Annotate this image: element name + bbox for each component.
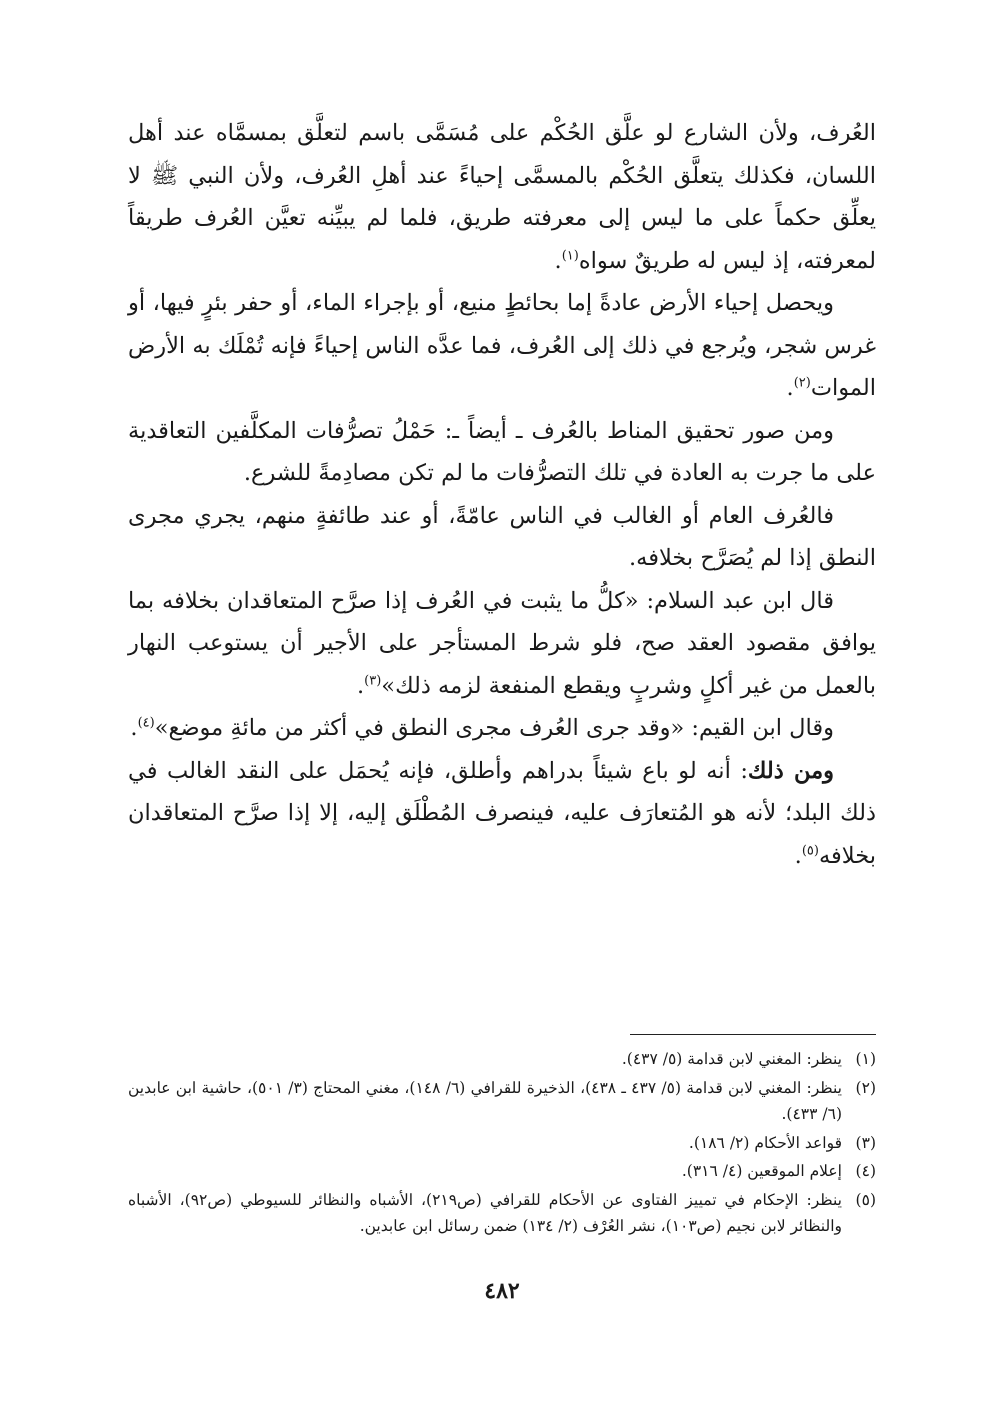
paragraph-5-end: . bbox=[357, 672, 365, 699]
footnote-ref-1[interactable]: (١) bbox=[561, 248, 579, 263]
footnote-ref-2[interactable]: (٢) bbox=[793, 375, 811, 391]
paragraph-7-text: : أنه لو باع شيئاً بدراهم وأطلق، فإنه يُحمَل على النقد الغالب في ذلك البلد؛ لأنه هو المُتعارَف عليه، فينصرف المُطْلَق إليه، إلا إذا صرَّح المتعاقدان بخلافه bbox=[128, 757, 876, 869]
footnote-text: إعلام الموقعين (٤/ ٣١٦). bbox=[681, 1162, 842, 1180]
paragraph-2-text: ويحصل إحياء الأرض عادةً إما بحائطٍ منيع، أو بإجراء الماء، أو حفر بئرٍ فيها، أو غرس شجر، ويُرجع في ذلك إلى العُرف، فما عدَّه الناس إحياءً فإنه تُمْلَك به الأرض الموات bbox=[128, 290, 876, 401]
paragraph-7-lead: ومن ذلك bbox=[747, 757, 834, 784]
main-text bbox=[128, 112, 876, 877]
footnote-1 bbox=[128, 1046, 876, 1073]
footnote-2 bbox=[128, 1075, 876, 1128]
paragraph-7-end: . bbox=[794, 842, 802, 869]
footnote-3 bbox=[128, 1130, 876, 1157]
paragraph-6 bbox=[128, 707, 876, 750]
paragraph-5-text: قال ابن عبد السلام: «كلُّ ما يثبت في العُرف إذا صرَّح المتعاقدان بخلافه بما يوافق مقصود العقد صح، فلو شرط المستأجر على الأجير أن يستوعب النهار بالعمل من غير أكلٍ وشربٍ ويقطع المنفعة لزمه ذلك» bbox=[128, 587, 876, 699]
paragraph-5 bbox=[128, 580, 876, 708]
paragraph-3-text: ومن صور تحقيق المناط بالعُرف ـ أيضاً ـ: حَمْلُ تصرُّفات المكلَّفين التعاقدية على ما جرت به العادة في تلك التصرُّفات ما لم تكن مصادِمةً للشرع. bbox=[128, 417, 876, 486]
footnote-number: (١) bbox=[855, 1050, 876, 1068]
page-number: ٤٨٢ bbox=[484, 1278, 520, 1304]
paragraph-2-end: . bbox=[786, 375, 794, 401]
footnote-ref-5[interactable]: (٥) bbox=[801, 843, 819, 858]
paragraph-4 bbox=[128, 495, 876, 580]
paragraph-1-end: . bbox=[554, 247, 562, 274]
footnote-ref-4[interactable]: (٤) bbox=[137, 715, 155, 731]
footnote-text: ينظر: الإحكام في تمييز الفتاوى عن الأحكام للقرافي (ص٢١٩)، الأشباه والنظائر للسيوطي (ص٩٢)، الأشباه والنظائر لابن نجيم (ص١٠٣)، نشر العُرْف (٢/ ١٣٤) ضمن رسائل ابن عابدين. bbox=[128, 1190, 842, 1235]
paragraph-2 bbox=[128, 282, 876, 410]
paragraph-1 bbox=[128, 112, 876, 282]
footnote-5 bbox=[128, 1187, 876, 1240]
body-paragraphs bbox=[128, 112, 876, 877]
paragraph-6-text: وقال ابن القيم: «وقد جرى العُرف مجرى النطق في أكثر من مائةِ موضع» bbox=[154, 715, 834, 741]
paragraph-7 bbox=[128, 750, 876, 878]
footnote-number: (٤) bbox=[855, 1162, 876, 1180]
footnote-number: (٣) bbox=[855, 1133, 876, 1152]
footnote-divider bbox=[630, 1034, 876, 1035]
footnote-number: (٥) bbox=[855, 1190, 876, 1209]
paragraph-4-text: فالعُرف العام أو الغالب في الناس عامّةً، أو عند طائفةٍ منهم، يجري مجرى النطق إذا لم يُصَرَّح بخلافه. bbox=[128, 502, 876, 571]
footnote-text: ينظر: المغني لابن قدامة (٥/ ٤٣٧). bbox=[621, 1050, 842, 1068]
footnote-4 bbox=[128, 1158, 876, 1185]
paragraph-6-end: . bbox=[130, 715, 138, 741]
footnote-number: (٢) bbox=[855, 1078, 876, 1097]
footnote-ref-3[interactable]: (٣) bbox=[364, 673, 382, 688]
paragraph-3 bbox=[128, 410, 876, 495]
footnotes bbox=[128, 1046, 876, 1242]
footnote-text: قواعد الأحكام (٢/ ١٨٦). bbox=[688, 1133, 842, 1152]
footnote-text: ينظر: المغني لابن قدامة (٥/ ٤٣٧ ـ ٤٣٨)، الذخيرة للقرافي (٦/ ١٤٨)، مغني المحتاج (٣/ ٥٠١)، حاشية ابن عابدين (٦/ ٤٣٣). bbox=[128, 1078, 842, 1123]
paragraph-1-text: العُرف، ولأن الشارع لو علَّق الحُكْم على مُسَمَّى باسم لتعلَّق بمسمَّاه عند أهل اللسان، فكذلك يتعلَّق الحُكْم بالمسمَّى إحياءً عند أهلِ العُرف، ولأن النبي ﷺ لا يعلِّق حكماً على ما ليس إلى معرفته طريق، فلما لم يبيِّنه تعيَّن العُرف طريقاً لمعرفته، إذ ليس له طريقٌ سواه bbox=[128, 120, 876, 274]
